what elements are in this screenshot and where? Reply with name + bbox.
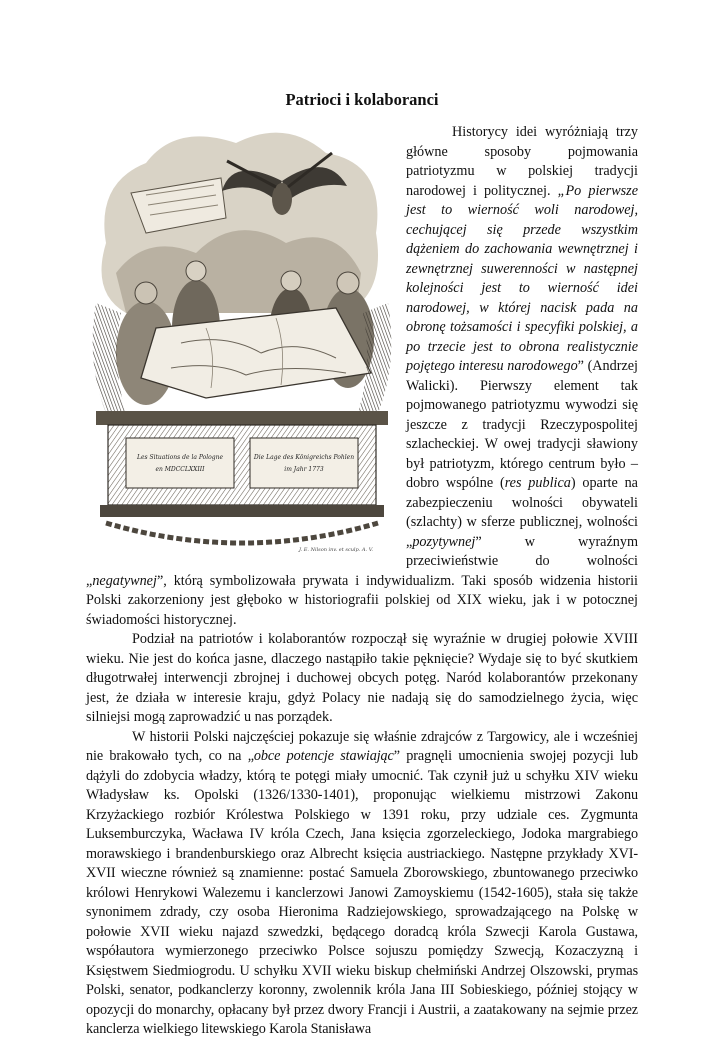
plaque-left-line1: Les Situations de la Pologne: [136, 454, 224, 461]
plaque-right: [250, 438, 358, 488]
plaque-right-line1: Die Lage des Königreichs Pohlen: [253, 454, 355, 461]
paragraph-1: Historycy idei wyróżniają trzy główne sposoby pojmowania patriotyzmu w polskiej tradycji narodowej i politycznej. „Po pierwsze jest to wierność woli narodowej, cechującej się przede wszystkim dążeniem do zachowania wewnętrznej i zewnętrznej suwerenności w następnej kolejności jest to wierność idei narodowej, w której nacisk pada na obronę tożsamości i specyfiki polskiej, a po trzecie jest to obrona realistycznie pojętego interesu narodowego” (Andrzej Walicki). Pierwszy element tak pojmowanego patriotyzmu wywodzi się jeszcze z tradycji Rzeczypospolitej szlacheckiej. W owej tradycji sławiony był patriotyzm, którego centrum było – dobro wspólne (res publica) oparte na zabezpieczeniu wolności obywateli (szlachty) w sferze publicznej, wolności „pozytywnej” w wyraźnym przeciwieństwie do wolności „negatywnej”, którą symbolizowała prywata i indywidualizm. Taki sposób widzenia historii Polski zakorzeniony jest głęboko w historiografii polskiej od XIX wieku, jak i w potocznej świadomości historycznej.: [86, 124, 639, 628]
plaque-left-line2: en MDCCLXXIII: [155, 466, 205, 473]
paragraph-2: Podział na patriotów i kolaborantów rozpoczął się wyraźnie w drugiej połowie XVIII wieku. Nie jest do końca jasne, dlaczego nastąpiło takie pęknięcie? Wydaje się to być skutkiem długotrwałej interwencji zbrojnej i duchowej obcych potęg. Naród kolaborantów przekonany jest, że działa w interesie kraju, gdyż Polacy nie nadają się do samodzielnego życia, więc silniejsi mogą zaprowadzić u nas porządek.: [86, 631, 638, 725]
plaque-right-line2: im Jahr 1773: [284, 466, 324, 473]
plaque-left: [126, 438, 234, 488]
engraving-svg: [86, 123, 398, 555]
engraving-illustration: [86, 123, 398, 555]
engraver-signature: J. E. Nilson inv. et sculp. A. V.: [298, 547, 374, 553]
article-body: [86, 123, 638, 1040]
paragraph-3: W historii Polski najczęściej pokazuje się właśnie zdrajców z Targowicy, ale i wcześniej nie brakowało tych, co na „obce potencje stawiając” pragnęli umocnienia swojej pozycji lub dążyli do zdobycia władzy, którą te potęgi miały umocnić. Tak czynił już u schyłku XIV wieku Władysław ks. Opolski (1326/1330-1401), proponując wielkiemu mistrzowi Zakonu Krzyżackiego rozbiór Królestwa Polskiego w 1391 roku, przy udziale ces. Zygmunta Luksemburczyka, Wacława IV króla Czech, Jana księcia zgorzeleckiego, Jodoka margrabiego morawskiego i brandenburskiego oraz Albrecht księcia austriackiego. Następne przykłady XVI-XVII wieczne również są znamienne: postać Samuela Zborowskiego, zbuntowanego przeciwko królowi Henrykowi Walezemu i kanclerzowi Janowi Zamoyskiemu (1542-1605), stała się także synonimem zdrady, czy osoba Hieronima Radziejowskiego, sprowadzającego na Polskę w połowie XVII wieku najazd szwedzki, będącego doradcą króla Szwecji Karola Gustawa, współautora wymierzonego przeciwko Polsce sojuszu pomiędzy Szwecją, Kozaczyzną i Księstwem Siedmiogrodu. U schyłku XVII wieku biskup chełmiński Andrzej Olszowski, prymas Polski, senator, podkanclerzy koronny, zwolennik króla Jana III Sobieskiego, później stojący w opozycji do monarchy, opłacany był przez dwory Francji i Austrii, a zaatakowany na sejmie przez kanclerza wielkiego litewskiego Karola Stanisława: [86, 728, 638, 1037]
page-title: Patrioci i kolaboranci: [285, 90, 439, 109]
